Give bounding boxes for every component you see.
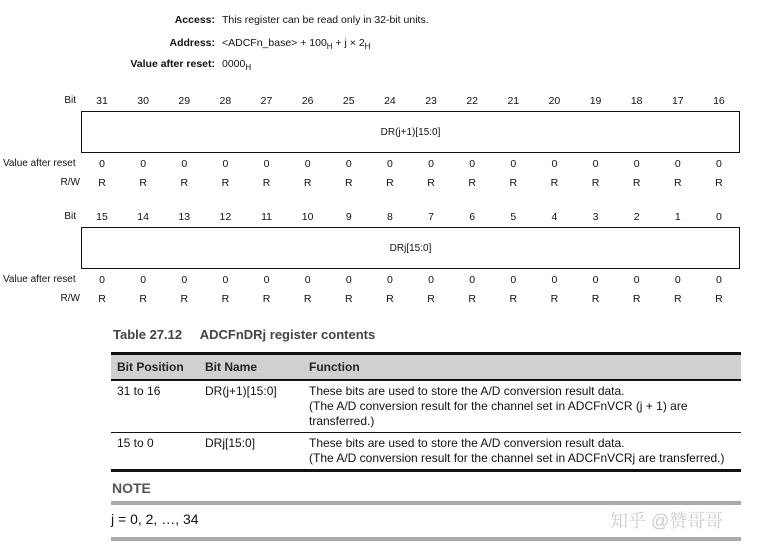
bit-reset-value: 0: [592, 274, 599, 286]
bit-access: R: [262, 293, 271, 305]
bit-access: R: [139, 293, 147, 305]
bit-label: Bit: [64, 211, 76, 222]
bit-access: R: [674, 293, 682, 305]
bit-number: 27: [260, 95, 273, 107]
bit-reset-value: 0: [304, 274, 311, 286]
bit-reset-value: 0: [99, 274, 105, 286]
bit-access: R: [468, 177, 476, 189]
bit-access: R: [386, 293, 394, 305]
bit-reset-value: 0: [222, 274, 229, 286]
register-field: DRj[15:0]: [81, 227, 740, 269]
bit-access: R: [386, 177, 394, 189]
bit-reset-value: 0: [716, 274, 722, 286]
bit-reset-value: 0: [99, 158, 105, 170]
bit-number: 6: [469, 211, 476, 223]
reset-value: $0000_H$: [222, 58, 252, 72]
bit-access: R: [632, 293, 641, 305]
bit-number: 26: [301, 95, 314, 107]
bit-reset-value: 0: [345, 274, 352, 286]
bit-access: R: [180, 177, 189, 189]
bit-number: 21: [507, 95, 520, 107]
bit-number: 30: [137, 95, 149, 107]
bit-number: 29: [178, 95, 191, 107]
bit-reset-value: 0: [386, 158, 393, 170]
bit-number: 0: [716, 211, 722, 223]
function: These bits are used to store the A/D conversion result data. (The A/D conversion result for the channel set in ADCFnVCRj are transferred.): [303, 433, 741, 471]
bit-reset-value: 0: [263, 158, 270, 170]
bit-number: 28: [219, 95, 232, 107]
bit-label: Bit: [64, 95, 76, 106]
register-contents-table: [111, 352, 741, 472]
bit-reset-value: 0: [592, 158, 599, 170]
bit-number: 1: [674, 211, 681, 223]
bit-reset-value: 0: [304, 158, 311, 170]
bit-access: R: [632, 177, 641, 189]
bit-reset-value: 0: [263, 274, 270, 286]
bit-number: 16: [713, 95, 725, 107]
bit-reset-value: 0: [428, 158, 434, 170]
bit-access: R: [427, 293, 435, 305]
note-bottom-rule: [111, 537, 741, 541]
bit-access: R: [303, 177, 312, 189]
bit-access: R: [221, 293, 230, 305]
bit-reset-value: 0: [469, 274, 476, 286]
bit-reset-value: 0: [633, 158, 640, 170]
bit-access: R: [550, 177, 559, 189]
bit-access: R: [344, 293, 353, 305]
bit-access: R: [98, 177, 106, 189]
bit-access: R: [591, 177, 600, 189]
bit-name: DR(j+1)[15:0]: [199, 380, 303, 433]
bit-number: 20: [548, 95, 561, 107]
bit-reset-value: 0: [633, 274, 640, 286]
bit-position: 15 to 0: [111, 433, 199, 471]
bit-number: 24: [384, 95, 396, 107]
bit-reset-value: 0: [716, 158, 722, 170]
bit-access: R: [98, 293, 106, 305]
bit-number: 19: [589, 95, 602, 107]
bit-access: R: [344, 177, 353, 189]
bit-number: 7: [428, 211, 434, 223]
rw-row-label: R/W: [60, 177, 80, 188]
bit-reset-value: 0: [140, 158, 147, 170]
bit-access: R: [180, 293, 189, 305]
bit-number: 17: [671, 95, 684, 107]
note-title: NOTE: [112, 480, 151, 496]
access-label: Access:: [174, 14, 215, 26]
bit-number: 23: [425, 95, 437, 107]
function: These bits are used to store the A/D conversion result data. (The A/D conversion result for the channel set in ADCFnVCR (j + 1) are transferred.): [303, 380, 741, 433]
bit-access: R: [715, 293, 723, 305]
note-top-rule: [111, 501, 741, 505]
access-value: This register can be read only in 32-bit units.: [222, 14, 429, 26]
header-bit-position: Bit Position: [111, 354, 199, 381]
table-row: [111, 380, 741, 433]
table-title: Table 27.12 ADCFnDRj register contents: [113, 327, 376, 342]
bit-access: R: [427, 177, 435, 189]
address-value: <ADCFn_base> + $100_H + j \times 2_H$: [222, 37, 371, 51]
note-text: j = 0, 2, …, 34: [111, 511, 199, 527]
bit-reset-value: 0: [674, 274, 681, 286]
rw-row-label: R/W: [60, 293, 80, 304]
bit-number: 18: [630, 95, 643, 107]
bit-number: 5: [510, 211, 517, 223]
header-function: Function: [303, 354, 741, 381]
bit-reset-value: 0: [510, 158, 517, 170]
bit-reset-value: 0: [222, 158, 229, 170]
header-bit-name: Bit Name: [199, 354, 303, 381]
bit-access: R: [303, 293, 312, 305]
bit-reset-value: 0: [181, 274, 188, 286]
bit-number: 9: [345, 211, 352, 223]
reset-label: Value after reset:: [130, 58, 215, 70]
bit-reset-value: 0: [551, 274, 558, 286]
bit-number: 15: [96, 211, 108, 223]
bit-access: R: [715, 177, 723, 189]
bit-number: 2: [633, 211, 640, 223]
bit-number: 13: [178, 211, 191, 223]
bit-reset-value: 0: [386, 274, 393, 286]
address-label: Address:: [169, 37, 215, 49]
bit-reset-value: 0: [551, 158, 558, 170]
bit-access: R: [550, 293, 559, 305]
bit-number: 10: [301, 211, 314, 223]
bit-number: 25: [342, 95, 355, 107]
bit-reset-value: 0: [181, 158, 188, 170]
bit-access: R: [509, 177, 518, 189]
bit-number: 8: [386, 211, 393, 223]
bit-number: 31: [96, 95, 108, 107]
register-field: DR(j+1)[15:0]: [81, 111, 740, 153]
bit-reset-value: 0: [345, 158, 352, 170]
table-row: [111, 433, 741, 471]
bit-number: 11: [261, 211, 272, 223]
bit-reset-value: 0: [674, 158, 681, 170]
reset-row-label: Value after reset: [3, 274, 76, 285]
bit-access: R: [468, 293, 476, 305]
bit-access: R: [591, 293, 600, 305]
bit-reset-value: 0: [510, 274, 517, 286]
bit-access: R: [221, 177, 230, 189]
bit-number: 3: [592, 211, 599, 223]
bit-reset-value: 0: [469, 158, 476, 170]
bit-access: R: [262, 177, 271, 189]
watermark: 知乎 @赞哥哥: [610, 511, 724, 531]
bit-position: 31 to 16: [111, 380, 199, 433]
bit-number: 4: [551, 211, 558, 223]
bit-number: 12: [219, 211, 232, 223]
bit-reset-value: 0: [140, 274, 147, 286]
bit-number: 22: [466, 95, 478, 107]
bit-number: 14: [137, 211, 149, 223]
bit-access: R: [509, 293, 518, 305]
bit-access: R: [139, 177, 147, 189]
bit-reset-value: 0: [428, 274, 434, 286]
bit-name: DRj[15:0]: [199, 433, 303, 471]
bit-access: R: [674, 177, 682, 189]
reset-row-label: Value after reset: [3, 158, 76, 169]
table-header-row: [111, 354, 741, 381]
